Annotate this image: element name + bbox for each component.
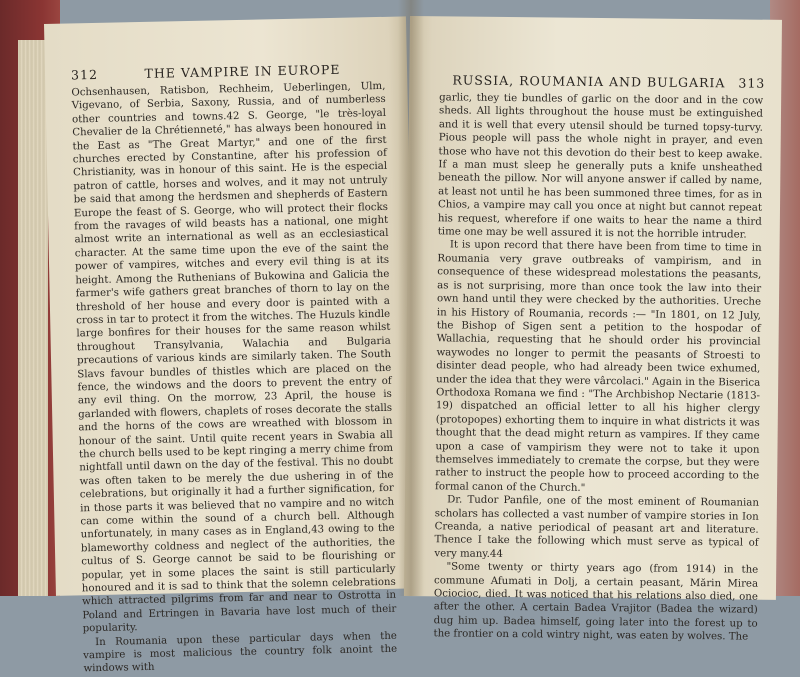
- right-page-number: 313: [738, 75, 766, 91]
- right-running-head: [409, 16, 782, 95]
- right-body-text: [403, 91, 781, 645]
- left-paragraph: Ochsenhausen, Ratisbon, Rechheim, Ueberlingen, Ulm, Vigevano, of Serbia, Saxony, Russia, and of numberless other countries and towns.42 S. George, "le très-loyal Chevalier de la Chrétienneté," has always been honoured in the East as "The Great Martyr," and one of the first churches erected by Constantine, after his profession of Christianity, was in honour of this saint. He is the especial patron of cattle, horses and wolves, and it may not untruly be said that among the herdsmen and shepherds of Eastern Europe the feast of S. George, who will protect their flocks from the ravages of wild beasts has a national, one might almost write an international as well as an ecclesiastical character. At the same time upon the eve of the saint the power of vampires, witches and every evil thing is at its height. Among the Ruthenians of Bukowina and Galicia the farmer's wife gathers great branches of thorn to lay on the threshold of her house and every door is painted with a cross in tar to protect it from the witches. The Huzuls kindle large bonfires for their houses for the same reason whilst throughout Transylvania, Walachia and Bulgaria precautions of various kinds are similarly taken. The South Slavs favour bundles of thistles which are placed on the fence, the windows and the doors to prevent the entry of any evil thing. On the morrow, 23 April, the house is garlanded with flowers, chaplets of roses decorate the stalls and the horns of the cows are wreathed with blossom in honour of the saint. Until quite recent years in Swabia all the church bells used to be kept ringing a merry chime from nightfall until dawn on the day of the festival. This no doubt was often taken to be merely the due ushering in of the celebrations, but originally it had a further signification, for in those parts it was believed that no vampire and no witch can come within the sound of a church bell. Although unfortunately, in many cases as in England,43 owing to the blameworthy coldness and neglect of the authorities, the cultus of S. George cannot be said to be flourishing or popular, yet in some places the saint is still particularly honoured and it is sad to think that the solemn celebrations which attracted pilgrims from far and near to Ostrotta in Poland and Ertringen in Bavaria have lost much of their popularity.: [71, 80, 397, 635]
- left-paragraph: In Roumania upon these particular days when the vampire is most malicious the country folk anoint the windows with: [83, 630, 398, 675]
- right-page: [404, 16, 782, 643]
- page-edges: [18, 40, 48, 596]
- left-running-title: THE VAMPIRE IN EUROPE: [144, 61, 341, 81]
- right-running-title: RUSSIA, ROUMANIA AND BULGARIA: [452, 72, 726, 91]
- book-gutter: [398, 0, 424, 596]
- left-running-head: [44, 16, 407, 87]
- right-paragraph: garlic, they tie bundles of garlic on the door and in the cow sheds. All lights throughout the house must be extinguished and it is well that every utensil should be turned topsy-turvy. Pious people will pass the whole night in prayer, and even those who have not this devotion do their best to keep awake. If a man must sleep he generally puts a knife unsheathed beneath the pillow. Nor will anyone answer if called by name, at least not until he has been summoned three times, for as in Chios, a vampire may call you once at night but cannot repeat his request, wherefore if one waits to hear the name a third time one may be well assured it is not the horrible intruder.: [437, 92, 764, 241]
- left-page: [44, 16, 418, 675]
- left-body-text: [45, 79, 419, 676]
- right-paragraph: It is upon record that there have been from time to time in Roumania very grave outbreaks of vampirism, and in consequence of these widespread molestations the peasants, as is not surprising, more than once took the law into their own hand until they were checked by the authorities. Ureche in his History of Roumania, records :— "In 1801, on 12 July, the Bishop of Sigen sent a petition to the hospodar of Wallachia, requesting that he should order his provincial waywodes no longer to permit the peasants of Stroesti to disinter dead people, who had already been twice exhumed, under the idea that they were vârcolaci." Again in the Biserica Orthodoxa Romana we find : "The Archbishop Nectarie (1813-19) dispatched an official letter to all his higher clergy (protopopes) exhorting them to inquire in what districts it was thought that the dead might return as vampires. If they came upon a case of vampirism they were not to take it upon themselves immediately to cremate the corpse, but they were rather to instruct the people how to proceed according to the formal canon of the Church.": [435, 239, 762, 494]
- right-paragraph: Dr. Tudor Panfile, one of the most eminent of Roumanian scholars has collected a vast number of vampire stories in Ion Creanda, a native periodical of peasant art and literature. Thence I take the following which must serve as typical of very many.44: [434, 494, 759, 560]
- right-paragraph: "Some twenty or thirty years ago (from 1914) in the commune Afumati in Dolj, a certain peasant, Mărin Mirea Ociocioc, died. It was noticed that his relations also died, one after the other. A certain Badea Vrajitor (Badea the wizard) dug him up. Badea himself, going later into the forest up to the frontier on a cold wintry night, was eaten by wolves. The: [433, 561, 759, 643]
- left-page-number: 312: [70, 66, 99, 83]
